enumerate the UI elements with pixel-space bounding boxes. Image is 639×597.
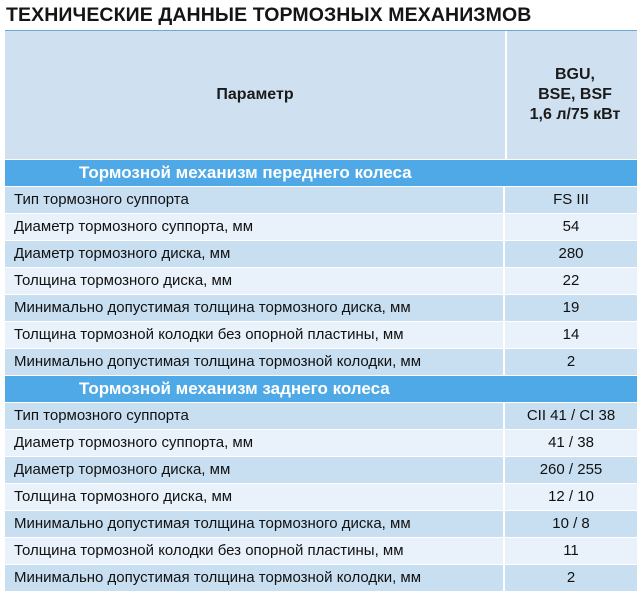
row-param: Минимально допустимая толщина тормозной колодки, мм bbox=[5, 349, 505, 375]
row-param: Диаметр тормозного диска, мм bbox=[5, 241, 505, 267]
section-title: Тормозной механизм переднего колеса bbox=[79, 163, 412, 182]
table-row bbox=[5, 267, 637, 294]
table-row bbox=[5, 429, 637, 456]
row-value: 2 bbox=[566, 353, 576, 370]
row-value: CII 41 / CI 38 bbox=[526, 407, 616, 424]
brake-specs-table bbox=[5, 30, 637, 591]
row-value: 41 / 38 bbox=[548, 434, 594, 451]
table-row bbox=[5, 510, 637, 537]
section-title: Тормозной механизм заднего колеса bbox=[79, 379, 390, 398]
table-row bbox=[5, 240, 637, 267]
row-value: 54 bbox=[562, 218, 580, 235]
row-param: Тип тормозного суппорта bbox=[5, 403, 505, 429]
row-value: 260 / 255 bbox=[539, 461, 603, 478]
table-row bbox=[5, 456, 637, 483]
row-param: Диаметр тормозного суппорта, мм bbox=[5, 214, 505, 240]
table-row bbox=[5, 321, 637, 348]
row-value: 22 bbox=[562, 272, 580, 289]
row-param: Толщина тормозного диска, мм bbox=[5, 484, 505, 510]
row-param: Толщина тормозного диска, мм bbox=[5, 268, 505, 294]
row-value: 280 bbox=[558, 245, 584, 262]
row-param: Диаметр тормозного диска, мм bbox=[5, 457, 505, 483]
row-value: 14 bbox=[562, 326, 580, 343]
row-param: Диаметр тормозного суппорта, мм bbox=[5, 430, 505, 456]
table-row bbox=[5, 402, 637, 429]
table-row bbox=[5, 186, 637, 213]
table-row bbox=[5, 537, 637, 564]
row-param: Толщина тормозной колодки без опорной пластины, мм bbox=[5, 538, 505, 564]
section-header-front bbox=[5, 159, 637, 186]
page-title: ТЕХНИЧЕСКИЕ ДАННЫЕ ТОРМОЗНЫХ МЕХАНИЗМОВ bbox=[6, 4, 532, 26]
param-column-header: Параметр bbox=[5, 31, 507, 159]
row-value: 10 / 8 bbox=[552, 515, 590, 532]
row-value: FS III bbox=[553, 191, 589, 208]
table-row bbox=[5, 294, 637, 321]
row-value: 11 bbox=[563, 542, 579, 559]
table-row bbox=[5, 213, 637, 240]
row-param: Тип тормозного суппорта bbox=[5, 187, 505, 213]
table-row bbox=[5, 564, 637, 591]
row-param: Минимально допустимая толщина тормозного диска, мм bbox=[5, 295, 505, 321]
row-value: 19 bbox=[562, 299, 580, 316]
row-param: Минимально допустимая толщина тормозного диска, мм bbox=[5, 511, 505, 537]
row-value: 2 bbox=[566, 569, 576, 586]
table-row bbox=[5, 483, 637, 510]
row-param: Минимально допустимая толщина тормозной колодки, мм bbox=[5, 565, 505, 591]
table-header bbox=[5, 31, 637, 159]
table-row bbox=[5, 348, 637, 375]
section-header-rear bbox=[5, 375, 637, 402]
row-value: 12 / 10 bbox=[548, 488, 594, 505]
row-param: Толщина тормозной колодки без опорной пластины, мм bbox=[5, 322, 505, 348]
engine-column-header: BGU, BSE, BSF 1,6 л/75 кВт bbox=[529, 66, 621, 123]
